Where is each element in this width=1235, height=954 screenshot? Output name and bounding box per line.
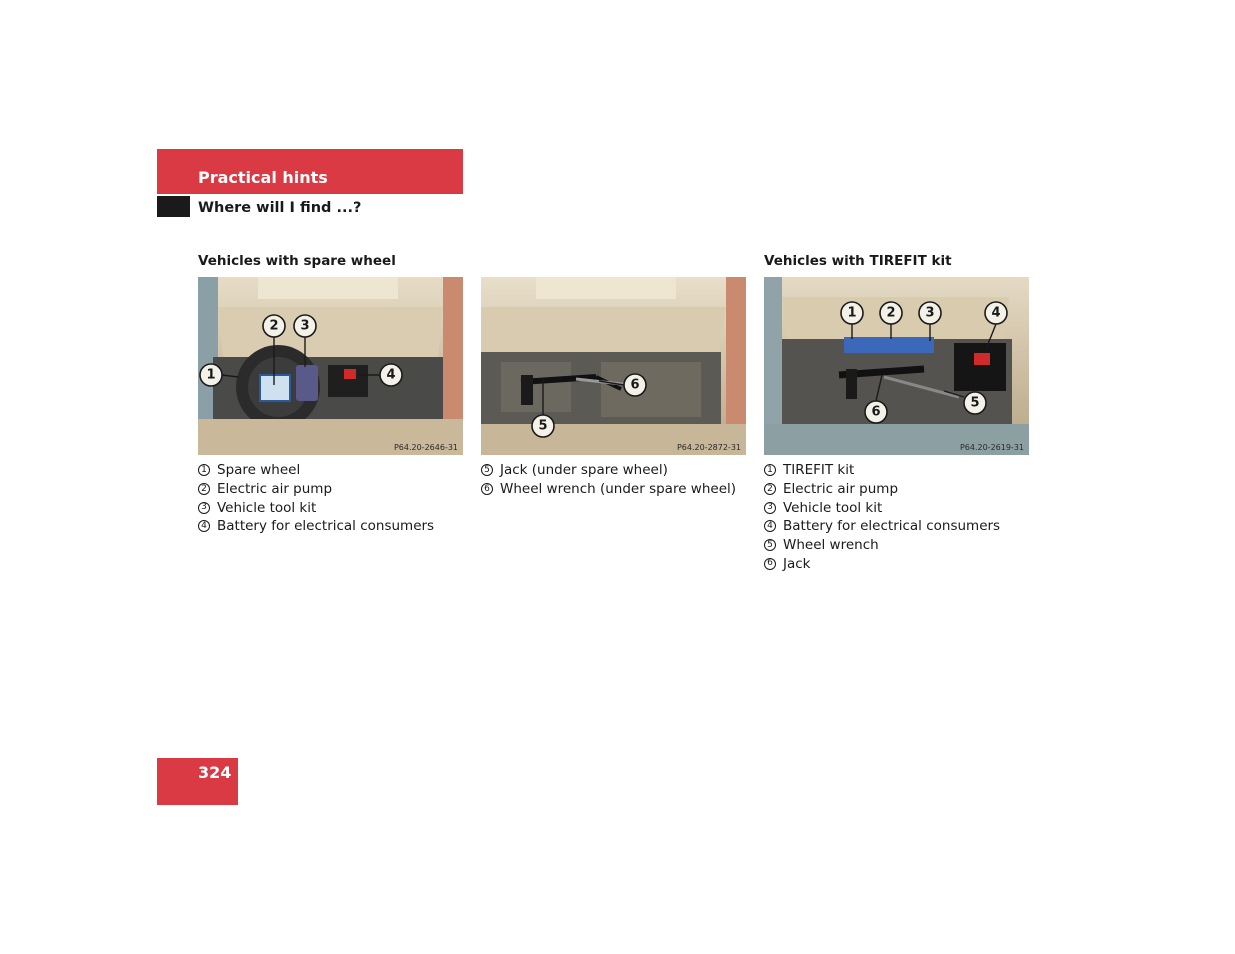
item-label: Vehicle tool kit xyxy=(783,499,883,516)
section-title: Practical hints xyxy=(198,168,328,187)
item-label: TIREFIT kit xyxy=(783,462,855,479)
callout-1: 1 xyxy=(847,305,857,321)
page-number: 324 xyxy=(198,763,232,782)
callout-6: 6 xyxy=(871,404,881,420)
item-label: Jack (under spare wheel) xyxy=(500,462,668,479)
callout-4: 4 xyxy=(991,305,1001,321)
callout-2: 2 xyxy=(269,318,279,334)
legend-item xyxy=(764,480,1000,499)
item-label: Battery for electrical consumers xyxy=(783,518,1001,535)
callout-5: 5 xyxy=(538,418,548,434)
item-label: Electric air pump xyxy=(217,481,333,498)
heading-tirefit-kit: Vehicles with TIREFIT kit xyxy=(764,253,952,269)
legend-item xyxy=(764,461,1000,480)
callout-3: 3 xyxy=(300,318,310,334)
item-number: 4 xyxy=(198,520,210,532)
item-label: Spare wheel xyxy=(217,462,301,479)
item-label: Wheel wrench xyxy=(783,537,879,554)
callout-1: 1 xyxy=(206,367,216,383)
legend-item xyxy=(764,536,1000,555)
item-number: 5 xyxy=(764,539,776,551)
callout-5: 5 xyxy=(970,395,980,411)
legend-jack-wrench xyxy=(481,461,736,498)
item-label: Vehicle tool kit xyxy=(217,499,317,516)
legend-item xyxy=(481,480,736,499)
item-number: 2 xyxy=(198,483,210,495)
item-number: 6 xyxy=(481,483,493,495)
legend-item xyxy=(764,498,1000,517)
photo-trunk-jack-wrench xyxy=(481,277,746,455)
item-number: 5 xyxy=(481,464,493,476)
callout-6: 6 xyxy=(630,377,640,393)
legend-tirefit-kit xyxy=(764,461,1000,573)
legend-item xyxy=(481,461,736,480)
legend-item xyxy=(198,461,434,480)
legend-item xyxy=(198,517,434,536)
subsection-title: Where will I find ...? xyxy=(198,200,362,216)
legend-item xyxy=(198,498,434,517)
item-number: 6 xyxy=(764,558,776,570)
item-label: Jack xyxy=(783,555,811,572)
item-number: 3 xyxy=(198,502,210,514)
item-label: Battery for electrical consumers xyxy=(217,518,435,535)
item-number: 3 xyxy=(764,502,776,514)
heading-spare-wheel: Vehicles with spare wheel xyxy=(198,253,396,269)
legend-item xyxy=(764,554,1000,573)
photo-code: P64.20-2872-31 xyxy=(676,443,741,452)
callout-2: 2 xyxy=(886,305,896,321)
subsection-marker xyxy=(157,196,190,217)
item-number: 2 xyxy=(764,483,776,495)
legend-spare-wheel xyxy=(198,461,434,536)
item-number: 1 xyxy=(198,464,210,476)
legend-item xyxy=(764,517,1000,536)
item-number: 1 xyxy=(764,464,776,476)
item-label: Wheel wrench (under spare wheel) xyxy=(500,481,737,498)
item-number: 4 xyxy=(764,520,776,532)
callout-4: 4 xyxy=(386,367,396,383)
legend-item xyxy=(198,480,434,499)
photo-trunk-spare-wheel xyxy=(198,277,463,455)
item-label: Electric air pump xyxy=(783,481,899,498)
photo-code: P64.20-2646-31 xyxy=(393,443,458,452)
photo-trunk-tirefit-kit xyxy=(764,277,1029,455)
callout-3: 3 xyxy=(925,305,935,321)
photo-code: P64.20-2619-31 xyxy=(959,443,1024,452)
